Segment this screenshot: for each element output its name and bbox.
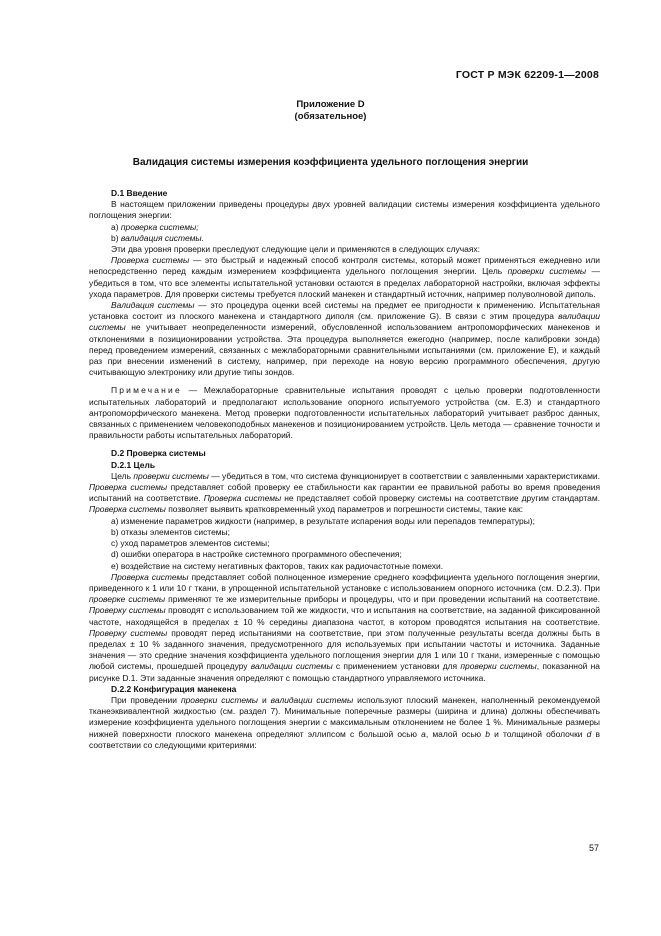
paragraph-levels: Эти два уровня проверки преследуют следующие цели и применяются в следующих случаях: (111, 244, 480, 255)
section-heading-d21: D.2.1 Цель (111, 459, 156, 470)
list-item: e) воздействие на систему негативных факторов, таких как радиочастотные помехи. (111, 560, 444, 571)
note-label: Примечание (111, 385, 182, 396)
list-item: b) отказы элементов системы; (111, 526, 230, 537)
paragraph-intro: В настоящем приложении приведены процедуры двух уровней валидации системы измерения коэффициента удельного поглощения энергии: (89, 199, 600, 221)
paragraph-system-validation: Валидация системы — это процедура оценки всей системы на предмет ее пригодности к применению. Испытательная установка состоит из плоского манекена и стандартного диполя (см. приложение G). В связи с этим процедура валидации системы не учитывает неопределенности измерений, обусловленной использованием антропоморфических манекенов и отклонениями в позиционировании устройства. Эта процедура выполняется ежегодно (например, после калибровки зонда) перед проведением измерений, связанных с межлабораторными сравнительными испытаниями (см. приложение E), и каждый раз при внесении изменений в систему, например, при переходе на новую версию программного обеспечения, другую считывающую электронику или другие типы зондов. (89, 300, 600, 378)
list-item: c) уход параметров элементов системы; (111, 538, 270, 549)
list-item: b) валидация системы. (111, 232, 204, 243)
paragraph-purpose: Цель проверки системы — убедиться в том, что система функционирует в соответствии с заявленными характеристиками. Проверка системы представляет собой проверку ее стабильности как гарантии ее правильной работы во время проведения испытаний на соответствие. Проверка системы не представляет собой проверку системы на соответствие другим стандартам. Проверка системы позволяет выявить кратковременный уход параметров и погрешности системы, такие как: (89, 470, 601, 515)
document-body (89, 188, 600, 751)
annex-status: (обязательное) (294, 111, 367, 122)
page-number: 57 (588, 843, 599, 853)
section-heading-d22: D.2.2 Конфигурация манекена (111, 683, 237, 694)
section-heading-d2: D.2 Проверка системы (111, 448, 206, 459)
paragraph-system-check: Проверка системы — это быстрый и надежный способ контроля системы, который может применяться ежедневно или непосредственно перед каждым измерением коэффициента удельного поглощения энергии. Цель проверки системы — убедиться в том, что все элементы испытательной установки остаются в пределах лабораторной настройки, включая эффекты ухода параметров. Для проверки системы требуется плоский манекен и стандартный источник, например полуволновой диполь. (89, 255, 600, 299)
annex-title: Валидация системы измерения коэффициента удельного поглощения энергии (132, 157, 529, 168)
list-item: a) проверка системы; (111, 221, 199, 232)
annex-label: Приложение D (296, 99, 365, 110)
list-item: a) изменение параметров жидкости (например, в результате испарения воды или перепадов температуры); (111, 515, 535, 526)
paragraph-measurement: Проверка системы представляет собой полноценное измерение среднего коэффициента удельного поглощения энергии, приведенного к 1 или 10 г ткани, в упрощенной испытательной установке с использованием опорного источника (см. D.2.3). При проверке системы применяют те же измерительные приборы и процедуры, что и при проведении испытаний на соответствие. Проверку системы проводят с использованием той же жидкости, что и испытания на соответствие, на заданной фиксированной частоте, находящейся в пределах ± 10 % середины диапазона частот, в котором проводятся испытания на соответствие. Проверку системы проводят перед испытаниями на соответствие, при этом полученные результаты всегда должны быть в пределах ± 10 % заданного значения, предусмотренного для используемых при испытании частоты и источника. Заданные значения — это средние значения коэффициента удельного поглощения энергии для 1 или 10 г ткани, измеренные с помощью любой системы, прошедшей процедуру валидации системы с применением установки для проверки системы, показанной на рисунке D.1. Эти заданные значения определяют с помощью стандартного управляемого источника. (89, 571, 601, 683)
standard-header: ГОСТ Р МЭК 62209-1—2008 (455, 69, 599, 81)
list-item: d) ошибки оператора в настройке системного программного обеспечения; (111, 549, 402, 560)
paragraph-phantom: При проведении проверки системы и валидации системы используют плоский манекен, наполненный рекомендуемой тканеэквивалентной жидкостью (см. раздел 7). Минимальные поперечные размеры (ширина и длина) должны обеспечивать измерение коэффициента удельного поглощения энергии с максимальным отклонением не более 1 %. Минимальные размеры нижней поверхности плоского манекена определяют эллипсом с большой осью a, малой осью b и толщиной оболочки d в соответствии со следующими критериями: (89, 694, 601, 750)
note-paragraph: Примечание — Межлабораторные сравнительные испытания проводят с целью проверки подготовленности испытательных лабораторий и предполагают использование опорного испытуемого устройства (см. E.3) и стандартного антропоморфического манекена. Метод проверки подготовленности испытательных лабораторий учитывает разброс данных, связанных с применением человекоподобных манекенов и позиционированием устройств. Цель метода — сравнение точности и правильности работы испытательных лабораторий. (89, 385, 600, 441)
section-heading-d1: D.1 Введение (111, 188, 168, 198)
